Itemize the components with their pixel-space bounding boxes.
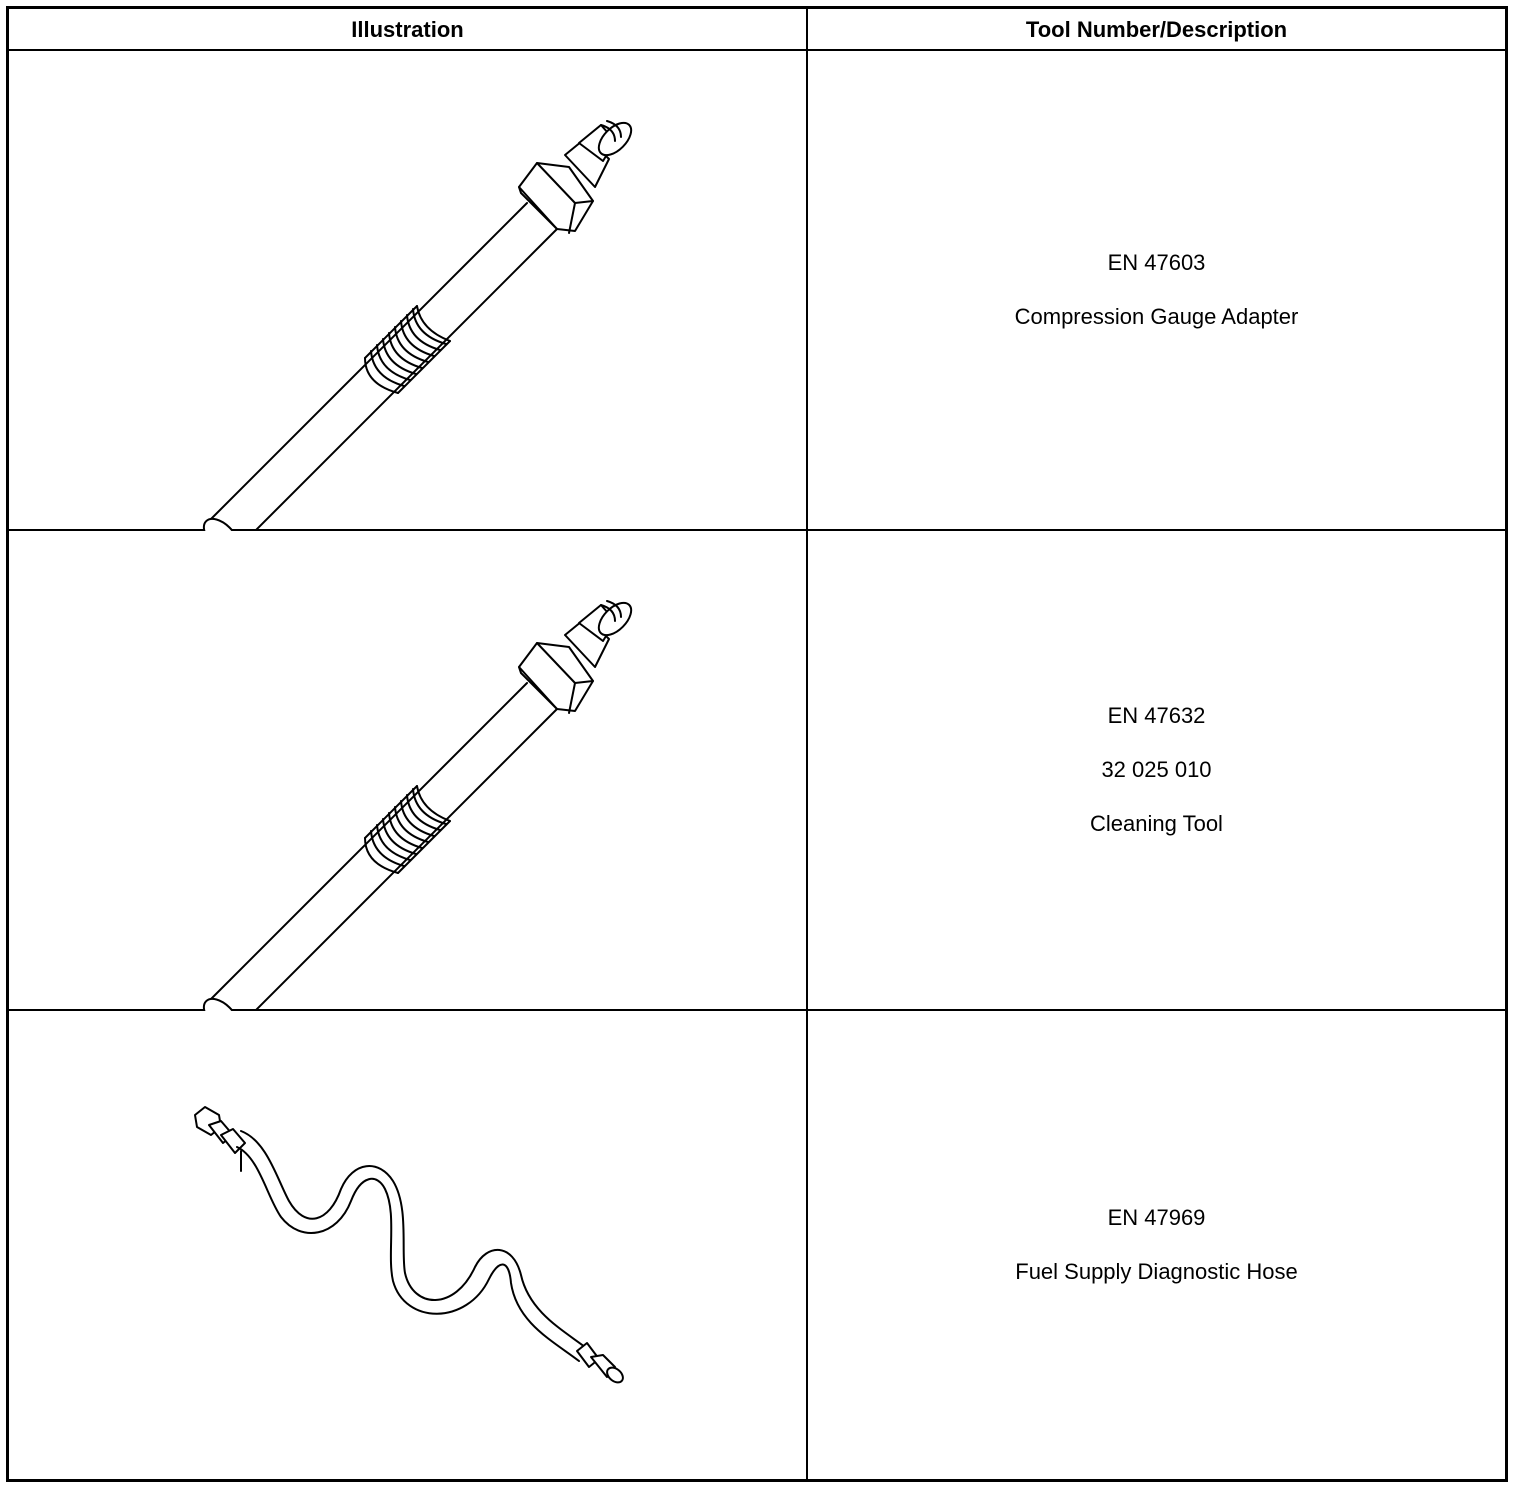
- illustration-cell: [9, 531, 806, 1009]
- table-row: [9, 1011, 1505, 1479]
- header-tool-number-description: Tool Number/Description: [1025, 17, 1288, 42]
- column-divider: [806, 9, 808, 1479]
- compression-gauge-adapter-icon: [9, 51, 806, 531]
- fuel-supply-diagnostic-hose-icon: [9, 1011, 806, 1479]
- table-row: [9, 51, 1505, 531]
- tool-description: Fuel Supply Diagnostic Hose: [1015, 1259, 1298, 1284]
- cleaning-tool-icon: [9, 531, 806, 1011]
- tool-description: Cleaning Tool: [1090, 811, 1223, 836]
- header-illustration: Illustration: [351, 17, 464, 42]
- description-cell: [808, 531, 1505, 1009]
- table-header-row: [9, 9, 1505, 51]
- description-cell: [808, 1011, 1505, 1479]
- tool-number: EN 47603: [1107, 250, 1206, 275]
- illustration-cell: [9, 51, 806, 529]
- tool-description: Compression Gauge Adapter: [1014, 304, 1299, 329]
- tool-number: EN 47969: [1107, 1205, 1206, 1230]
- table-row: [9, 531, 1505, 1011]
- description-cell: [808, 51, 1505, 529]
- tool-table: [6, 6, 1508, 1482]
- illustration-cell: [9, 1011, 806, 1479]
- tool-part-number: 32 025 010: [1101, 757, 1212, 782]
- tool-number: EN 47632: [1107, 703, 1206, 728]
